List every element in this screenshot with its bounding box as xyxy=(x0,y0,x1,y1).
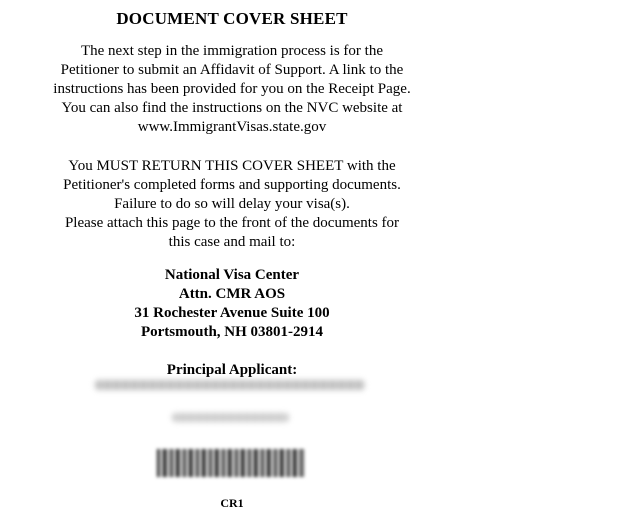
barcode-image xyxy=(157,449,304,477)
mailing-address xyxy=(0,266,464,342)
principal-applicant-label: Principal Applicant: xyxy=(166,362,298,378)
instructions-paragraph xyxy=(0,42,464,137)
paragraph-line: Failure to do so will delay your visa(s). xyxy=(114,196,350,212)
paragraph-line: Petitioner's completed forms and supporting documents. xyxy=(63,177,401,193)
address-line: Attn. CMR AOS xyxy=(178,286,286,302)
document-title: DOCUMENT COVER SHEET xyxy=(116,9,348,28)
address-line: National Visa Center xyxy=(164,267,300,283)
paragraph-line: Please attach this page to the front of the documents for xyxy=(64,215,400,231)
address-line: Portsmouth, NH 03801-2914 xyxy=(140,324,324,340)
redacted-case-number xyxy=(172,413,289,422)
paragraph-line: instructions has been provided for you on the Receipt Page. xyxy=(53,81,411,97)
paragraph-line: this case and mail to: xyxy=(168,234,296,250)
paragraph-line: The next step in the immigration process is for the xyxy=(80,43,383,59)
website-text: www.ImmigrantVisas.state.gov xyxy=(137,119,327,135)
redacted-applicant-name xyxy=(95,380,365,390)
return-instructions-paragraph xyxy=(0,157,464,252)
paragraph-line: You can also find the instructions on the NVC website at xyxy=(61,100,403,116)
paragraph-line: Petitioner to submit an Affidavit of Support. A link to the xyxy=(60,62,404,78)
form-code: CR1 xyxy=(220,496,244,510)
paragraph-line: You MUST RETURN THIS COVER SHEET with the xyxy=(68,158,396,174)
address-line: 31 Rochester Avenue Suite 100 xyxy=(134,305,330,321)
